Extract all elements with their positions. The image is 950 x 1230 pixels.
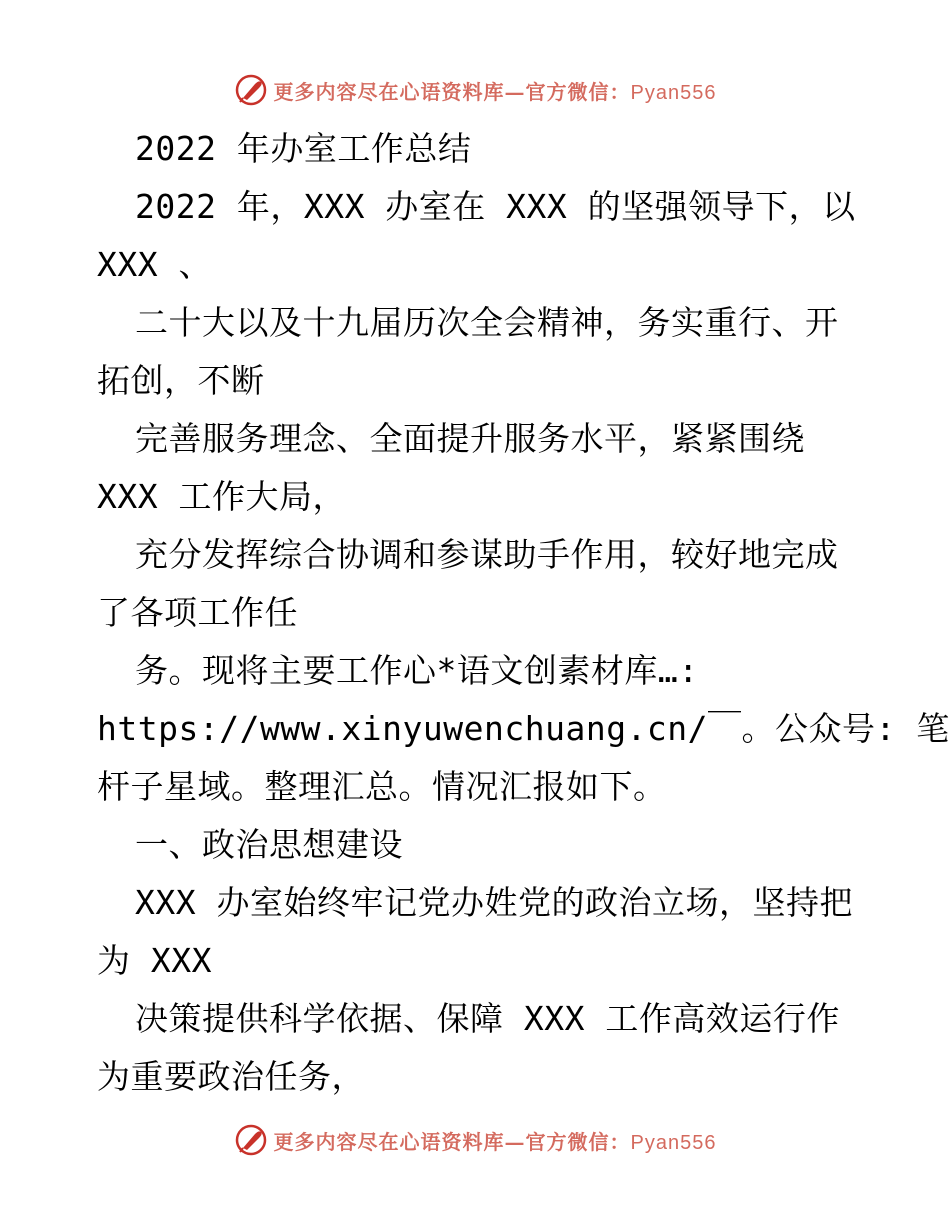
watermark-label: 更多内容尽在心语资料库—官方微信： [273, 1129, 631, 1154]
paragraph-line: 充分发挥综合协调和参谋助手作用，较好地完成 [135, 535, 839, 574]
paragraph-line: 2022 年，XXX 办室在 XXX 的坚强领导下，以 [135, 187, 856, 226]
paragraph-line: XXX 工作大局， [97, 477, 346, 516]
document-body [97, 120, 950, 1106]
watermark-text [274, 76, 717, 105]
paragraph-line: 了各项工作任 [97, 593, 298, 632]
paragraph-line: XXX 、 [97, 245, 212, 284]
quill-logo-icon [234, 73, 268, 107]
watermark-label: 更多内容尽在心语资料库—官方微信： [273, 79, 631, 104]
footer-watermark [0, 1120, 950, 1160]
paragraph-line: 决策提供科学依据、保障 XXX 工作高效运行作 [135, 999, 840, 1038]
quill-logo-icon [234, 1123, 268, 1157]
paragraph-line: 拓创，不断 [97, 361, 265, 400]
watermark-wechat-id: Pyan556 [630, 1131, 717, 1154]
paragraph-line: 杆子星域。整理汇总。情况汇报如下。 [97, 767, 667, 806]
section-heading: 一、政治思想建设 [135, 825, 403, 864]
watermark-text [274, 1126, 717, 1155]
header-watermark [0, 70, 950, 110]
paragraph-line: 务。现将主要工作心*语文创素材库…: [135, 651, 699, 690]
paragraph-line: 为重要政治任务， [97, 1057, 365, 1096]
document-title: 2022 年办室工作总结 [135, 129, 472, 168]
paragraph-line: 完善服务理念、全面提升服务水平，紧紧围绕 [135, 419, 805, 458]
paragraph-line-url: https://www.xinyuwenchuang.cn/￣。公众号: 笔 [97, 709, 950, 748]
paragraph-line: 为 XXX [97, 941, 212, 980]
paragraph-line: XXX 办室始终牢记党办姓党的政治立场，坚持把 [135, 883, 853, 922]
paragraph-line: 二十大以及十九届历次全会精神，务实重行、开 [135, 303, 839, 342]
watermark-wechat-id: Pyan556 [630, 81, 717, 104]
